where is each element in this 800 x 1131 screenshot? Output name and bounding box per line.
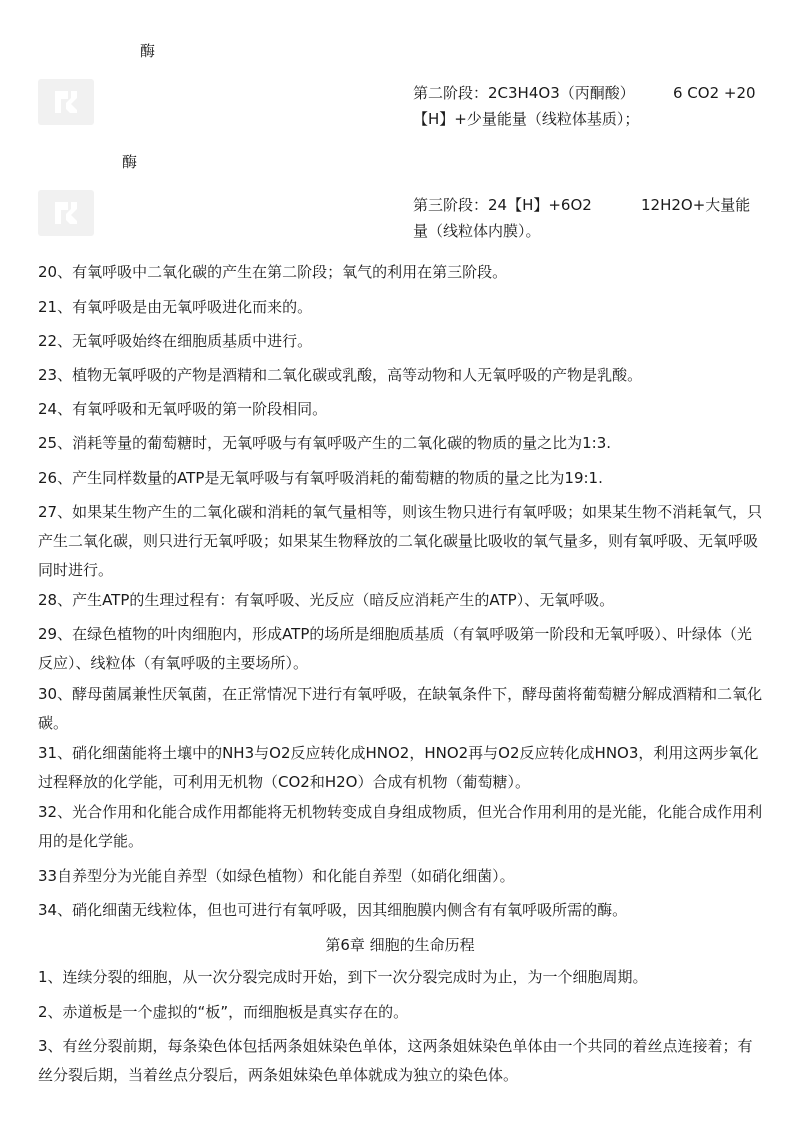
stage3-equation (413, 192, 758, 244)
chapter-paragraph-1: 1、连续分裂的细胞，从一次分裂完成时开始，到下一次分裂完成时为止，为一个细胞周期。 (38, 968, 648, 986)
paragraph-34: 34、硝化细菌无线粒体，但也可进行有氧呼吸，因其细胞膜内侧含有有氧呼吸所需的酶。 (38, 901, 628, 919)
paragraph-26: 26、产生同样数量的ATP是无氧呼吸与有氧呼吸消耗的葡萄糖的物质的量之比为19:1. (38, 469, 603, 487)
paragraph-20: 20、有氧呼吸中二氧化碳的产生在第二阶段；氧气的利用在第三阶段。 (38, 263, 508, 281)
paragraph-21: 21、有氧呼吸是由无氧呼吸进化而来的。 (38, 298, 313, 316)
enzyme-label-stage3: 酶 (122, 153, 138, 171)
stage3-line1-right: 12H2O+大量能 (641, 196, 751, 214)
stage2-equation (413, 80, 758, 132)
paragraph-32: 32、光合作用和化能合成作用都能将无机物转变成自身组成物质，但光合作用利用的是光能，化能合成作用利用的是化学能。 (38, 803, 763, 850)
chapter-paragraph-3: 3、有丝分裂前期，每条染色体包括两条姐妹染色单体，这两条姐妹染色单体由一个共同的着丝点连接着；有丝分裂后期，当着丝点分裂后，两条姐妹染色单体就成为独立的染色体。 (38, 1037, 753, 1084)
paragraph-28: 28、产生ATP的生理过程有：有氧呼吸、光反应（暗反应消耗产生的ATP）、无氧呼吸。 (38, 591, 615, 609)
stage2-line2: 【H】+少量能量（线粒体基质）； (413, 110, 640, 128)
paragraph-27: 27、如果某生物产生的二氧化碳和消耗的氧气量相等，则该生物只进行有氧呼吸；如果某生物不消耗氧气，只产生二氧化碳，则只进行无氧呼吸；如果某生物释放的二氧化碳量比吸收的氧气量多，则有氧呼吸、无氧呼吸同时进行。 (38, 503, 763, 579)
broken-image-icon (38, 79, 94, 125)
paragraph-22: 22、无氧呼吸始终在细胞质基质中进行。 (38, 332, 313, 350)
paragraph-31: 31、硝化细菌能将土壤中的NH3与O2反应转化成HNO2，HNO2再与O2反应转化成HNO3，利用这两步氧化过程释放的化学能，可利用无机物（CO2和H2O）合成有机物（葡萄糖）。 (38, 744, 759, 791)
paragraph-24: 24、有氧呼吸和无氧呼吸的第一阶段相同。 (38, 400, 328, 418)
stage2-line1-left: 第二阶段：2C3H4O3（丙酮酸） (413, 84, 635, 102)
chapter-title: 第6章 细胞的生命历程 (325, 936, 475, 954)
stage3-line1-left: 第三阶段：24【H】+6O2 (413, 196, 592, 214)
stage2-line1-right: 6 CO2 +20 (673, 84, 756, 102)
enzyme-label-stage2: 酶 (140, 42, 156, 60)
paragraph-33: 33自养型分为光能自养型（如绿色植物）和化能自养型（如硝化细菌）。 (38, 867, 515, 885)
stage3-line2: 量（线粒体内膜）。 (413, 222, 541, 240)
chapter-paragraph-2: 2、赤道板是一个虚拟的“板”，而细胞板是真实存在的。 (38, 1003, 409, 1021)
paragraph-30: 30、酵母菌属兼性厌氧菌，在正常情况下进行有氧呼吸，在缺氧条件下，酵母菌将葡萄糖分解成酒精和二氧化碳。 (38, 685, 763, 732)
paragraph-25: 25、消耗等量的葡萄糖时，无氧呼吸与有氧呼吸产生的二氧化碳的物质的量之比为1:3. (38, 434, 611, 452)
broken-image-icon (38, 190, 94, 236)
paragraph-29: 29、在绿色植物的叶肉细胞内，形成ATP的场所是细胞质基质（有氧呼吸第一阶段和无氧呼吸）、叶绿体（光反应）、线粒体（有氧呼吸的主要场所）。 (38, 625, 752, 672)
paragraph-23: 23、植物无氧呼吸的产物是酒精和二氧化碳或乳酸，高等动物和人无氧呼吸的产物是乳酸。 (38, 366, 643, 384)
